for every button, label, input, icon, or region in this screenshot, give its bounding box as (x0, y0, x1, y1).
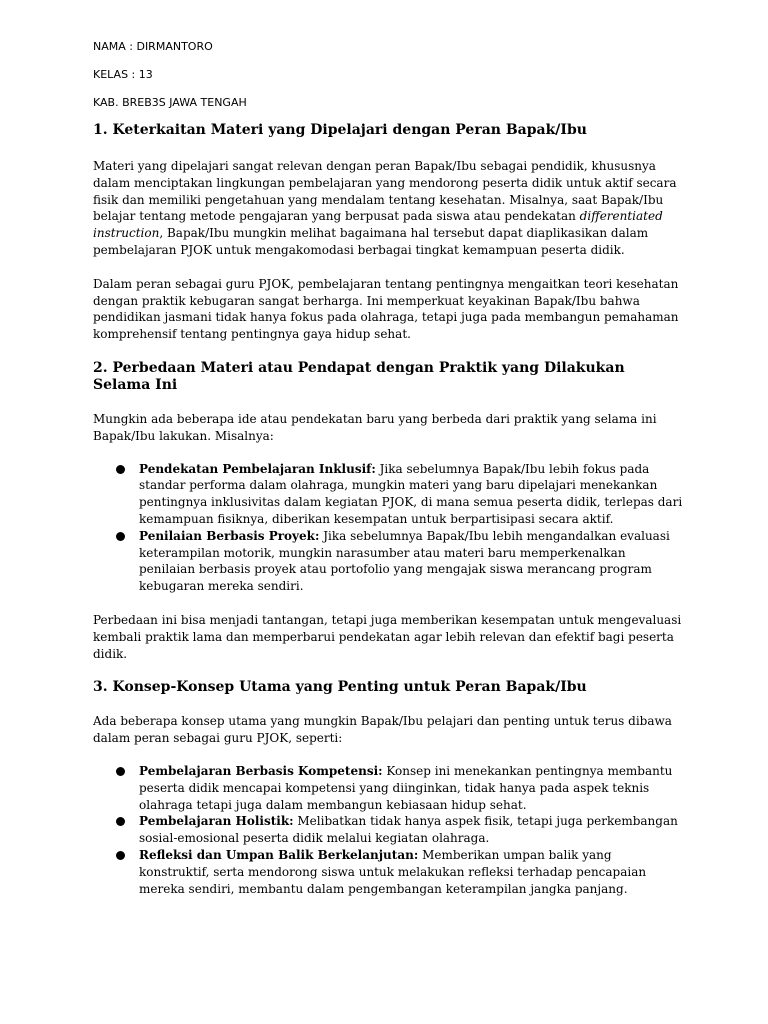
student-name: NAMA : DIRMANTORO (93, 40, 213, 53)
section-1-paragraph-1-text-a: Materi yang dipelajari sangat relevan dengan peran Bapak/Ibu sebagai pendidik, khususnya dalam menciptakan lingkungan pembelajaran yang mendorong peserta didik untuk aktif secara fisik dan memiliki pengetahuan yang mendalam tentang kesehatan. Misalnya, saat Bapak/Ibu belajar tentang metode pengajaran yang berpusat pada siswa atau pendekatan (93, 159, 677, 224)
list-item-text: Memberikan umpan balik yang konstruktif, serta mendorong siswa untuk melakukan refleksi terhadap pencapaian mereka sendiri, membantu dalam pengembangan keterampilan jangka panjang. (139, 847, 647, 896)
list-item (93, 847, 683, 897)
section-3-intro: Ada beberapa konsep utama yang mungkin Bapak/Ibu pelajari dan penting untuk terus dibawa dalam peran sebagai guru PJOK, seperti: (93, 714, 672, 746)
section-3-list (93, 763, 683, 897)
list-item-title: Pendekatan Pembelajaran Inklusif: (139, 461, 376, 476)
section-3-heading: 3. Konsep-Konsep Utama yang Penting untuk Peran Bapak/Ibu (93, 679, 587, 696)
section-2-heading: 2. Perbedaan Materi atau Pendapat dengan Praktik yang Dilakukan Selama Ini (93, 359, 625, 393)
list-item (93, 763, 683, 813)
section-2-closing: Perbedaan ini bisa menjadi tantangan, tetapi juga memberikan kesempatan untuk mengevaluasi kembali praktik lama dan memperbarui pendekatan agar lebih relevan dan efektif bagi peserta didik. (93, 612, 682, 661)
section-1-heading: 1. Keterkaitan Materi yang Dipelajari dengan Peran Bapak/Ibu (93, 122, 587, 138)
list-item-title: Pembelajaran Berbasis Kompetensi: (139, 763, 383, 778)
list-item (93, 461, 683, 528)
list-item-text: Jika sebelumnya Bapak/Ibu lebih fokus pada standar performa dalam olahraga, mungkin materi yang baru dipelajari menekankan pentingnya inklusivitas dalam kegiatan PJOK, di mana semua peserta didik, terlepas dari kemampuan fisiknya, diberikan kesempatan untuk berpartisipasi secara aktif. (139, 461, 683, 526)
section-1-paragraph-1 (93, 158, 683, 259)
list-item-title: Penilaian Berbasis Proyek: (139, 528, 320, 543)
bullet-icon (116, 851, 125, 860)
list-item-title: Refleksi dan Umpan Balik Berkelanjutan: (139, 847, 419, 862)
bullet-icon (116, 532, 125, 541)
list-item (93, 528, 683, 595)
list-item-text: Jika sebelumnya Bapak/Ibu lebih mengandalkan evaluasi keterampilan motorik, mungkin narasumber atau materi baru memperkenalkan penilaian berbasis proyek atau portofolio yang mengajak siswa merancang program kebugaran mereka sendiri. (139, 528, 670, 594)
document-page (93, 40, 683, 897)
section-1-paragraph-2: Dalam peran sebagai guru PJOK, pembelajaran tentang pentingnya mengaitkan teori kesehatan dengan praktik kebugaran sangat berharga. Ini memperkuat keyakinan Bapak/Ibu bahwa pendidikan jasmani tidak hanya fokus pada olahraga, tetapi juga pada membangun pemahaman komprehensif tentang pentingnya gaya hidup sehat. (93, 276, 679, 342)
list-item-text: Melibatkan tidak hanya aspek fisik, tetapi juga perkembangan sosial-emosional peserta didik melalui kegiatan olahraga. (139, 814, 678, 846)
student-region: KAB. BREB3S JAWA TENGAH (93, 96, 247, 109)
bullet-icon (116, 817, 125, 826)
list-item-title: Pembelajaran Holistik: (139, 814, 294, 829)
student-class: KELAS : 13 (93, 68, 153, 81)
bullet-icon (116, 465, 125, 474)
list-item (93, 813, 683, 847)
list-item-text: Konsep ini menekankan pentingnya membantu peserta didik mencapai kompetensi yang diinginkan, tidak hanya pada aspek teknis olahraga tetapi juga dalam membangun kebiasaan hidup sehat. (139, 763, 673, 812)
section-1-paragraph-1-italic: differentiated instruction (93, 209, 663, 241)
section-1-paragraph-1-text-b: , Bapak/Ibu mungkin melihat bagaimana hal tersebut dapat diaplikasikan dalam pembelajaran PJOK untuk mengakomodasi berbagai tingkat kemampuan peserta didik. (93, 226, 649, 257)
bullet-icon (116, 767, 125, 776)
section-2-intro: Mungkin ada beberapa ide atau pendekatan baru yang berbeda dari praktik yang selama ini Bapak/Ibu lakukan. Misalnya: (93, 411, 657, 443)
section-2-list (93, 461, 683, 595)
